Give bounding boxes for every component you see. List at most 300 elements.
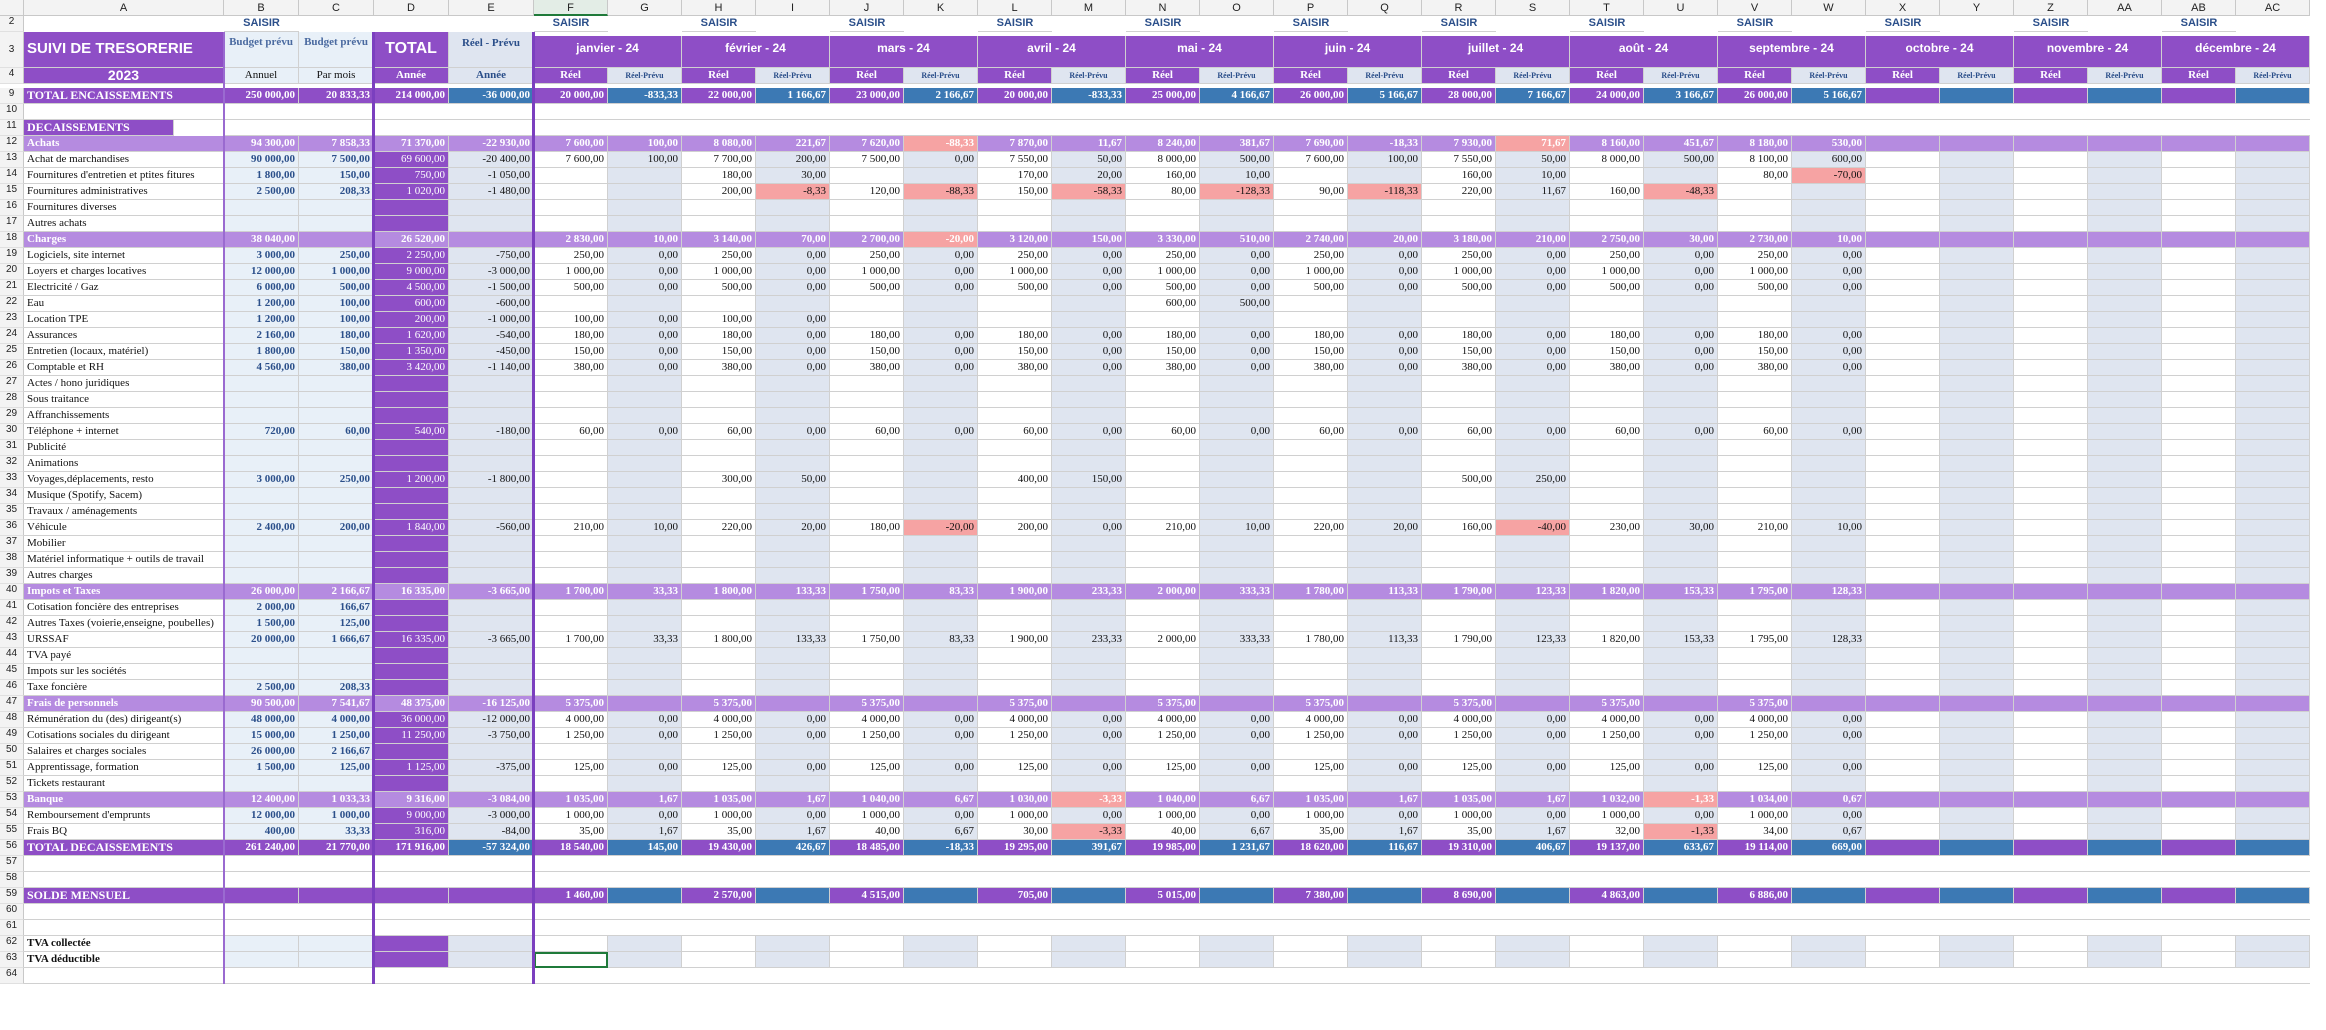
cell-aa58[interactable] — [2088, 872, 2162, 888]
cell-e49[interactable]: -3 750,00 — [449, 728, 534, 744]
cell-e60[interactable] — [449, 904, 534, 920]
cell-y24[interactable] — [1940, 328, 2014, 344]
cell-ab10[interactable] — [2162, 104, 2236, 120]
cell-t45[interactable] — [1570, 664, 1644, 680]
cell-o19[interactable]: 0,00 — [1200, 248, 1274, 264]
cell-t12[interactable]: 8 160,00 — [1570, 136, 1644, 152]
cell-z13[interactable] — [2014, 152, 2088, 168]
cell-r9[interactable]: 28 000,00 — [1422, 88, 1496, 104]
cell-m32[interactable] — [1052, 456, 1126, 472]
cell-ab11[interactable] — [2162, 120, 2236, 136]
cell-w60[interactable] — [1792, 904, 1866, 920]
cell-e52[interactable] — [449, 776, 534, 792]
cell-u48[interactable]: 0,00 — [1644, 712, 1718, 728]
cell-m9[interactable]: -833,33 — [1052, 88, 1126, 104]
cell-k13[interactable]: 0,00 — [904, 152, 978, 168]
cell-k48[interactable]: 0,00 — [904, 712, 978, 728]
cell-j39[interactable] — [830, 568, 904, 584]
cell-z52[interactable] — [2014, 776, 2088, 792]
cell-p32[interactable] — [1274, 456, 1348, 472]
cell-t52[interactable] — [1570, 776, 1644, 792]
cell-y16[interactable] — [1940, 200, 2014, 216]
cell-o10[interactable] — [1200, 104, 1274, 120]
cell-w57[interactable] — [1792, 856, 1866, 872]
cell-w48[interactable]: 0,00 — [1792, 712, 1866, 728]
cell-f11[interactable] — [534, 120, 608, 136]
cell-aa59[interactable] — [2088, 888, 2162, 904]
cell-ac17[interactable] — [2236, 216, 2310, 232]
cell-aa23[interactable] — [2088, 312, 2162, 328]
cell-s38[interactable] — [1496, 552, 1570, 568]
cell-n33[interactable] — [1126, 472, 1200, 488]
cell-d10[interactable] — [374, 104, 449, 120]
cell-aa54[interactable] — [2088, 808, 2162, 824]
cell-s35[interactable] — [1496, 504, 1570, 520]
cell-y52[interactable] — [1940, 776, 2014, 792]
cell-b37[interactable] — [224, 536, 299, 552]
cell-q56[interactable]: 116,67 — [1348, 840, 1422, 856]
cell-p41[interactable] — [1274, 600, 1348, 616]
cell-m63[interactable] — [1052, 952, 1126, 968]
cell-u29[interactable] — [1644, 408, 1718, 424]
cell-m18[interactable]: 150,00 — [1052, 232, 1126, 248]
cell-r30[interactable]: 60,00 — [1422, 424, 1496, 440]
cell-g13[interactable]: 100,00 — [608, 152, 682, 168]
cell-aa11[interactable] — [2088, 120, 2162, 136]
cell-u20[interactable]: 0,00 — [1644, 264, 1718, 280]
cell-b59[interactable] — [224, 888, 299, 904]
cell-m28[interactable] — [1052, 392, 1126, 408]
cell-d26[interactable]: 3 420,00 — [374, 360, 449, 376]
cell-n61[interactable] — [1126, 920, 1200, 936]
cell-f59[interactable]: 1 460,00 — [534, 888, 608, 904]
cell-f55[interactable]: 35,00 — [534, 824, 608, 840]
cell-w47[interactable] — [1792, 696, 1866, 712]
cell-k21[interactable]: 0,00 — [904, 280, 978, 296]
cell-t49[interactable]: 1 250,00 — [1570, 728, 1644, 744]
cell-c37[interactable] — [299, 536, 374, 552]
cell-e55[interactable]: -84,00 — [449, 824, 534, 840]
cell-b32[interactable] — [224, 456, 299, 472]
cell-i17[interactable] — [756, 216, 830, 232]
cell-z63[interactable] — [2014, 952, 2088, 968]
cell-q52[interactable] — [1348, 776, 1422, 792]
cell-aa32[interactable] — [2088, 456, 2162, 472]
cell-c59[interactable] — [299, 888, 374, 904]
cell-q13[interactable]: 100,00 — [1348, 152, 1422, 168]
cell-o54[interactable]: 0,00 — [1200, 808, 1274, 824]
cell-w41[interactable] — [1792, 600, 1866, 616]
cell-h41[interactable] — [682, 600, 756, 616]
cell-x36[interactable] — [1866, 520, 1940, 536]
cell-g30[interactable]: 0,00 — [608, 424, 682, 440]
cell-d32[interactable] — [374, 456, 449, 472]
cell-i11[interactable] — [756, 120, 830, 136]
cell-aa33[interactable] — [2088, 472, 2162, 488]
cell-h28[interactable] — [682, 392, 756, 408]
cell-m35[interactable] — [1052, 504, 1126, 520]
cell-p30[interactable]: 60,00 — [1274, 424, 1348, 440]
cell-r23[interactable] — [1422, 312, 1496, 328]
cell-aa49[interactable] — [2088, 728, 2162, 744]
cell-ab43[interactable] — [2162, 632, 2236, 648]
cell-p18[interactable]: 2 740,00 — [1274, 232, 1348, 248]
cell-c58[interactable] — [299, 872, 374, 888]
cell-i35[interactable] — [756, 504, 830, 520]
cell-i38[interactable] — [756, 552, 830, 568]
cell-w17[interactable] — [1792, 216, 1866, 232]
cell-q46[interactable] — [1348, 680, 1422, 696]
cell-q47[interactable] — [1348, 696, 1422, 712]
cell-t48[interactable]: 4 000,00 — [1570, 712, 1644, 728]
cell-r47[interactable]: 5 375,00 — [1422, 696, 1496, 712]
cell-t21[interactable]: 500,00 — [1570, 280, 1644, 296]
cell-b41[interactable]: 2 000,00 — [224, 600, 299, 616]
cell-r41[interactable] — [1422, 600, 1496, 616]
cell-y59[interactable] — [1940, 888, 2014, 904]
cell-f31[interactable] — [534, 440, 608, 456]
cell-s61[interactable] — [1496, 920, 1570, 936]
cell-r61[interactable] — [1422, 920, 1496, 936]
cell-y41[interactable] — [1940, 600, 2014, 616]
cell-v52[interactable] — [1718, 776, 1792, 792]
cell-m45[interactable] — [1052, 664, 1126, 680]
cell-ab53[interactable] — [2162, 792, 2236, 808]
cell-aa48[interactable] — [2088, 712, 2162, 728]
cell-p23[interactable] — [1274, 312, 1348, 328]
cell-y42[interactable] — [1940, 616, 2014, 632]
cell-i26[interactable]: 0,00 — [756, 360, 830, 376]
cell-ac26[interactable] — [2236, 360, 2310, 376]
cell-b20[interactable]: 12 000,00 — [224, 264, 299, 280]
row-header-9[interactable]: 9 — [0, 88, 24, 104]
cell-f61[interactable] — [534, 920, 608, 936]
cell-t32[interactable] — [1570, 456, 1644, 472]
cell-s48[interactable]: 0,00 — [1496, 712, 1570, 728]
cell-j21[interactable]: 500,00 — [830, 280, 904, 296]
cell-ac42[interactable] — [2236, 616, 2310, 632]
cell-b30[interactable]: 720,00 — [224, 424, 299, 440]
cell-z54[interactable] — [2014, 808, 2088, 824]
cell-b61[interactable] — [224, 920, 299, 936]
cell-o48[interactable]: 0,00 — [1200, 712, 1274, 728]
cell-aa35[interactable] — [2088, 504, 2162, 520]
cell-h34[interactable] — [682, 488, 756, 504]
cell-m24[interactable]: 0,00 — [1052, 328, 1126, 344]
cell-p45[interactable] — [1274, 664, 1348, 680]
cell-u9[interactable]: 3 166,67 — [1644, 88, 1718, 104]
cell-t35[interactable] — [1570, 504, 1644, 520]
cell-h15[interactable]: 200,00 — [682, 184, 756, 200]
cell-s14[interactable]: 10,00 — [1496, 168, 1570, 184]
cell-j38[interactable] — [830, 552, 904, 568]
cell-p64[interactable] — [1274, 968, 1348, 984]
cell-s39[interactable] — [1496, 568, 1570, 584]
cell-s17[interactable] — [1496, 216, 1570, 232]
cell-f18[interactable]: 2 830,00 — [534, 232, 608, 248]
cell-aa63[interactable] — [2088, 952, 2162, 968]
cell-h9[interactable]: 22 000,00 — [682, 88, 756, 104]
cell-s51[interactable]: 0,00 — [1496, 760, 1570, 776]
cell-ab20[interactable] — [2162, 264, 2236, 280]
cell-c21[interactable]: 500,00 — [299, 280, 374, 296]
cell-p62[interactable] — [1274, 936, 1348, 952]
cell-e38[interactable] — [449, 552, 534, 568]
cell-b43[interactable]: 20 000,00 — [224, 632, 299, 648]
cell-b9[interactable]: 250 000,00 — [224, 88, 299, 104]
cell-m40[interactable]: 233,33 — [1052, 584, 1126, 600]
cell-y33[interactable] — [1940, 472, 2014, 488]
cell-g46[interactable] — [608, 680, 682, 696]
cell-aa55[interactable] — [2088, 824, 2162, 840]
cell-h27[interactable] — [682, 376, 756, 392]
cell-d15[interactable]: 1 020,00 — [374, 184, 449, 200]
column-header-x[interactable]: X — [1866, 0, 1940, 16]
cell-t38[interactable] — [1570, 552, 1644, 568]
cell-t27[interactable] — [1570, 376, 1644, 392]
cell-y58[interactable] — [1940, 872, 2014, 888]
cell-u56[interactable]: 633,67 — [1644, 840, 1718, 856]
column-header-aa[interactable]: AA — [2088, 0, 2162, 16]
cell-u18[interactable]: 30,00 — [1644, 232, 1718, 248]
cell-x27[interactable] — [1866, 376, 1940, 392]
cell-ac60[interactable] — [2236, 904, 2310, 920]
cell-f53[interactable]: 1 035,00 — [534, 792, 608, 808]
cell-m49[interactable]: 0,00 — [1052, 728, 1126, 744]
cell-b64[interactable] — [224, 968, 299, 984]
row-header-53[interactable]: 53 — [0, 792, 24, 808]
cell-f42[interactable] — [534, 616, 608, 632]
cell-o13[interactable]: 500,00 — [1200, 152, 1274, 168]
cell-z26[interactable] — [2014, 360, 2088, 376]
cell-e22[interactable]: -600,00 — [449, 296, 534, 312]
cell-y51[interactable] — [1940, 760, 2014, 776]
cell-h44[interactable] — [682, 648, 756, 664]
cell-l42[interactable] — [978, 616, 1052, 632]
cell-j16[interactable] — [830, 200, 904, 216]
cell-i27[interactable] — [756, 376, 830, 392]
cell-j35[interactable] — [830, 504, 904, 520]
cell-k51[interactable]: 0,00 — [904, 760, 978, 776]
cell-l27[interactable] — [978, 376, 1052, 392]
cell-h19[interactable]: 250,00 — [682, 248, 756, 264]
cell-i50[interactable] — [756, 744, 830, 760]
cell-n47[interactable]: 5 375,00 — [1126, 696, 1200, 712]
cell-c60[interactable] — [299, 904, 374, 920]
cell-z10[interactable] — [2014, 104, 2088, 120]
cell-w40[interactable]: 128,33 — [1792, 584, 1866, 600]
cell-i51[interactable]: 0,00 — [756, 760, 830, 776]
cell-p26[interactable]: 380,00 — [1274, 360, 1348, 376]
row-header-51[interactable]: 51 — [0, 760, 24, 776]
cell-i59[interactable] — [756, 888, 830, 904]
cell-aa42[interactable] — [2088, 616, 2162, 632]
cell-j59[interactable]: 4 515,00 — [830, 888, 904, 904]
cell-q63[interactable] — [1348, 952, 1422, 968]
cell-o29[interactable] — [1200, 408, 1274, 424]
cell-h22[interactable] — [682, 296, 756, 312]
cell-ab61[interactable] — [2162, 920, 2236, 936]
cell-p12[interactable]: 7 690,00 — [1274, 136, 1348, 152]
cell-r56[interactable]: 19 310,00 — [1422, 840, 1496, 856]
cell-o33[interactable] — [1200, 472, 1274, 488]
cell-aa26[interactable] — [2088, 360, 2162, 376]
cell-m34[interactable] — [1052, 488, 1126, 504]
cell-ac64[interactable] — [2236, 968, 2310, 984]
cell-r44[interactable] — [1422, 648, 1496, 664]
cell-m29[interactable] — [1052, 408, 1126, 424]
cell-t40[interactable]: 1 820,00 — [1570, 584, 1644, 600]
cell-y31[interactable] — [1940, 440, 2014, 456]
cell-n29[interactable] — [1126, 408, 1200, 424]
cell-f40[interactable]: 1 700,00 — [534, 584, 608, 600]
cell-c31[interactable] — [299, 440, 374, 456]
cell-i63[interactable] — [756, 952, 830, 968]
cell-i46[interactable] — [756, 680, 830, 696]
cell-r13[interactable]: 7 550,00 — [1422, 152, 1496, 168]
cell-e64[interactable] — [449, 968, 534, 984]
cell-n17[interactable] — [1126, 216, 1200, 232]
cell-u35[interactable] — [1644, 504, 1718, 520]
cell-j52[interactable] — [830, 776, 904, 792]
cell-c46[interactable]: 208,33 — [299, 680, 374, 696]
cell-x33[interactable] — [1866, 472, 1940, 488]
cell-d34[interactable] — [374, 488, 449, 504]
cell-x56[interactable] — [1866, 840, 1940, 856]
cell-l52[interactable] — [978, 776, 1052, 792]
cell-q42[interactable] — [1348, 616, 1422, 632]
cell-p15[interactable]: 90,00 — [1274, 184, 1348, 200]
cell-z37[interactable] — [2014, 536, 2088, 552]
cell-d60[interactable] — [374, 904, 449, 920]
cell-m50[interactable] — [1052, 744, 1126, 760]
cell-p37[interactable] — [1274, 536, 1348, 552]
cell-x13[interactable] — [1866, 152, 1940, 168]
cell-y20[interactable] — [1940, 264, 2014, 280]
cell-ab57[interactable] — [2162, 856, 2236, 872]
cell-l46[interactable] — [978, 680, 1052, 696]
cell-l60[interactable] — [978, 904, 1052, 920]
cell-z56[interactable] — [2014, 840, 2088, 856]
cell-l53[interactable]: 1 030,00 — [978, 792, 1052, 808]
cell-e45[interactable] — [449, 664, 534, 680]
cell-s42[interactable] — [1496, 616, 1570, 632]
cell-w24[interactable]: 0,00 — [1792, 328, 1866, 344]
row-header-50[interactable]: 50 — [0, 744, 24, 760]
cell-z27[interactable] — [2014, 376, 2088, 392]
column-header-l[interactable]: L — [978, 0, 1052, 16]
cell-g10[interactable] — [608, 104, 682, 120]
cell-p63[interactable] — [1274, 952, 1348, 968]
row-header-39[interactable]: 39 — [0, 568, 24, 584]
cell-i55[interactable]: 1,67 — [756, 824, 830, 840]
cell-c30[interactable]: 60,00 — [299, 424, 374, 440]
cell-e50[interactable] — [449, 744, 534, 760]
cell-aa52[interactable] — [2088, 776, 2162, 792]
cell-h10[interactable] — [682, 104, 756, 120]
cell-s43[interactable]: 123,33 — [1496, 632, 1570, 648]
cell-i34[interactable] — [756, 488, 830, 504]
cell-l48[interactable]: 4 000,00 — [978, 712, 1052, 728]
cell-g61[interactable] — [608, 920, 682, 936]
cell-z17[interactable] — [2014, 216, 2088, 232]
cell-ab21[interactable] — [2162, 280, 2236, 296]
cell-l14[interactable]: 170,00 — [978, 168, 1052, 184]
row-header-3[interactable]: 3 — [0, 32, 24, 68]
cell-v50[interactable] — [1718, 744, 1792, 760]
cell-ac35[interactable] — [2236, 504, 2310, 520]
cell-ab17[interactable] — [2162, 216, 2236, 232]
cell-n14[interactable]: 160,00 — [1126, 168, 1200, 184]
cell-ac52[interactable] — [2236, 776, 2310, 792]
cell-ab33[interactable] — [2162, 472, 2236, 488]
cell-g15[interactable] — [608, 184, 682, 200]
cell-p27[interactable] — [1274, 376, 1348, 392]
cell-ab27[interactable] — [2162, 376, 2236, 392]
cell-ab49[interactable] — [2162, 728, 2236, 744]
cell-t56[interactable]: 19 137,00 — [1570, 840, 1644, 856]
cell-t41[interactable] — [1570, 600, 1644, 616]
cell-ac11[interactable] — [2236, 120, 2310, 136]
cell-z22[interactable] — [2014, 296, 2088, 312]
cell-v17[interactable] — [1718, 216, 1792, 232]
cell-k57[interactable] — [904, 856, 978, 872]
cell-ac23[interactable] — [2236, 312, 2310, 328]
cell-c42[interactable]: 125,00 — [299, 616, 374, 632]
cell-w54[interactable]: 0,00 — [1792, 808, 1866, 824]
cell-n28[interactable] — [1126, 392, 1200, 408]
cell-r46[interactable] — [1422, 680, 1496, 696]
cell-t33[interactable] — [1570, 472, 1644, 488]
cell-aa18[interactable] — [2088, 232, 2162, 248]
cell-o40[interactable]: 333,33 — [1200, 584, 1274, 600]
cell-h53[interactable]: 1 035,00 — [682, 792, 756, 808]
cell-g42[interactable] — [608, 616, 682, 632]
cell-c26[interactable]: 380,00 — [299, 360, 374, 376]
cell-i52[interactable] — [756, 776, 830, 792]
cell-e16[interactable] — [449, 200, 534, 216]
column-header-ac[interactable]: AC — [2236, 0, 2310, 16]
cell-i64[interactable] — [756, 968, 830, 984]
cell-f56[interactable]: 18 540,00 — [534, 840, 608, 856]
cell-k64[interactable] — [904, 968, 978, 984]
cell-ab14[interactable] — [2162, 168, 2236, 184]
cell-n30[interactable]: 60,00 — [1126, 424, 1200, 440]
cell-m61[interactable] — [1052, 920, 1126, 936]
cell-g28[interactable] — [608, 392, 682, 408]
cell-d59[interactable] — [374, 888, 449, 904]
cell-s24[interactable]: 0,00 — [1496, 328, 1570, 344]
cell-d31[interactable] — [374, 440, 449, 456]
cell-b11[interactable] — [224, 120, 299, 136]
cell-i30[interactable]: 0,00 — [756, 424, 830, 440]
cell-d45[interactable] — [374, 664, 449, 680]
cell-f24[interactable]: 180,00 — [534, 328, 608, 344]
cell-n50[interactable] — [1126, 744, 1200, 760]
cell-t64[interactable] — [1570, 968, 1644, 984]
cell-aa40[interactable] — [2088, 584, 2162, 600]
cell-u13[interactable]: 500,00 — [1644, 152, 1718, 168]
cell-f19[interactable]: 250,00 — [534, 248, 608, 264]
cell-w50[interactable] — [1792, 744, 1866, 760]
cell-y29[interactable] — [1940, 408, 2014, 424]
cell-s12[interactable]: 71,67 — [1496, 136, 1570, 152]
cell-w44[interactable] — [1792, 648, 1866, 664]
cell-ab51[interactable] — [2162, 760, 2236, 776]
cell-ac33[interactable] — [2236, 472, 2310, 488]
cell-q57[interactable] — [1348, 856, 1422, 872]
cell-e62[interactable] — [449, 936, 534, 952]
